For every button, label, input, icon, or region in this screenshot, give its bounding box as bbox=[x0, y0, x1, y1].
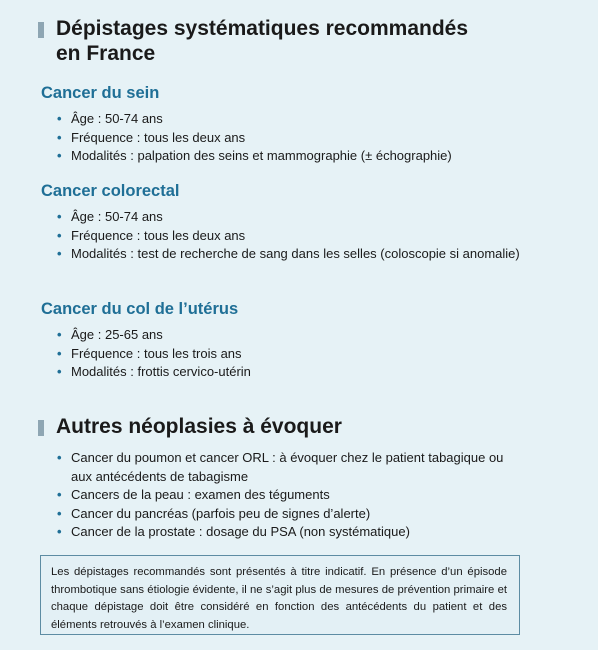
bullet-icon: • bbox=[57, 209, 62, 224]
bullet-icon: • bbox=[57, 524, 62, 539]
list-item: • Fréquence : tous les deux ans bbox=[57, 227, 524, 246]
bullet-icon: • bbox=[57, 148, 62, 163]
section-title-line1: Dépistages systématiques recommandés bbox=[56, 17, 469, 40]
section-title-screening bbox=[56, 16, 468, 66]
subheading-cervical-cancer: Cancer du col de l’utérus bbox=[41, 300, 239, 318]
list-item: • Fréquence : tous les deux ans bbox=[57, 129, 507, 148]
list-item: • Cancers de la peau : examen des téguments bbox=[57, 486, 527, 505]
list-item: • Âge : 50-74 ans bbox=[57, 208, 524, 227]
bullet-icon: • bbox=[57, 345, 62, 361]
subheading-breast-cancer: Cancer du sein bbox=[41, 84, 160, 102]
bullet-icon: • bbox=[57, 129, 62, 145]
list-colorectal-cancer bbox=[57, 208, 524, 264]
list-item: • Fréquence : tous les trois ans bbox=[57, 345, 507, 364]
list-item: • Âge : 25-65 ans bbox=[57, 326, 507, 345]
note-box bbox=[40, 555, 520, 635]
bullet-icon: • bbox=[57, 227, 62, 243]
bullet-icon: • bbox=[57, 450, 62, 465]
heading-bar-icon bbox=[38, 22, 44, 38]
subheading-colorectal-cancer: Cancer colorectal bbox=[41, 182, 180, 200]
list-item: • Cancer du pancréas (parfois peu de signes d’alerte) bbox=[57, 505, 527, 524]
heading-bar-icon bbox=[38, 420, 44, 436]
list-item: • Modalités : frottis cervico-utérin bbox=[57, 363, 507, 382]
list-item: • Cancer de la prostate : dosage du PSA (non systématique) bbox=[57, 523, 527, 542]
list-breast-cancer bbox=[57, 110, 507, 166]
list-item: • Modalités : palpation des seins et mammographie (± échographie) bbox=[57, 147, 507, 166]
bullet-icon: • bbox=[57, 246, 62, 261]
list-other-neoplasias bbox=[57, 449, 527, 542]
list-item: • Cancer du poumon et cancer ORL : à évoquer chez le patient tabagique ou aux antécédents de tabagisme bbox=[57, 450, 504, 484]
section-title-other-neoplasias: Autres néoplasies à évoquer bbox=[56, 415, 342, 438]
bullet-icon: • bbox=[57, 364, 62, 379]
section-heading-other-neoplasias bbox=[38, 414, 342, 439]
bullet-icon: • bbox=[57, 111, 62, 126]
bullet-icon: • bbox=[57, 505, 62, 521]
bullet-icon: • bbox=[57, 327, 62, 342]
section-title-line2: en France bbox=[56, 42, 156, 65]
note-text: Les dépistages recommandés sont présentés à titre indicatif. En présence d’un épisode thrombotique sans étiologie évidente, il ne s’agit plus de mesures de prévention primaire et chaque dépistage doit être considéré en fonction des antécédents du patient et des éléments retrouvés à l’examen clinique. bbox=[51, 566, 507, 631]
bullet-icon: • bbox=[57, 487, 62, 502]
section-heading-screening bbox=[38, 16, 468, 66]
list-item: • Âge : 50-74 ans bbox=[57, 110, 507, 129]
list-cervical-cancer bbox=[57, 326, 507, 382]
list-item: • Modalités : test de recherche de sang dans les selles (coloscopie si anomalie) bbox=[57, 245, 524, 264]
